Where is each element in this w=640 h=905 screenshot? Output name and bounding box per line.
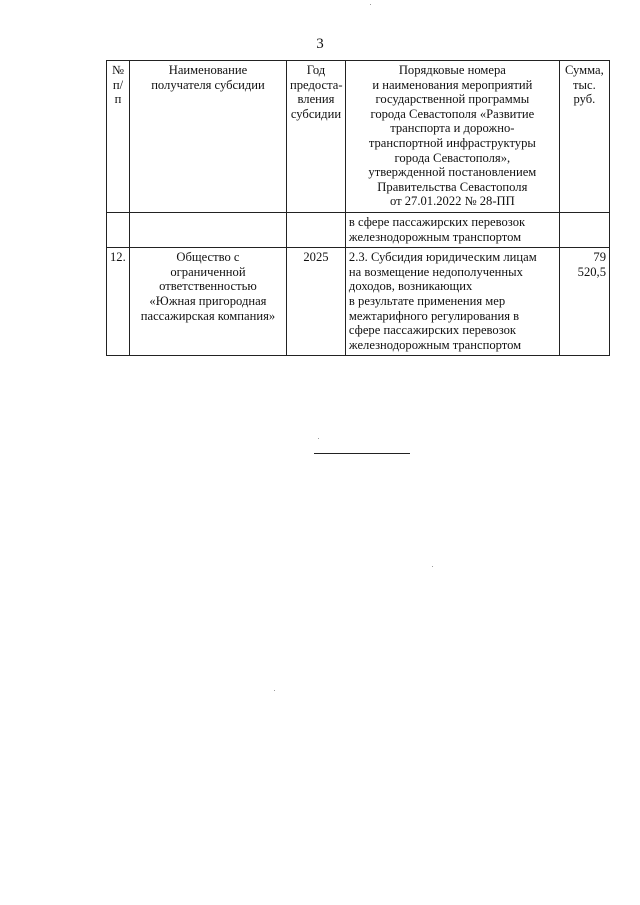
header-number: № п/п: [107, 61, 130, 213]
cell-event: в сфере пассажирских перевозок железнодорожным транспортом: [345, 212, 559, 247]
scan-speck: [318, 438, 319, 439]
table-row: [107, 248, 610, 356]
cell-recipient: [129, 212, 286, 247]
cell-sum: [559, 212, 609, 247]
cell-year: 2025: [287, 248, 346, 356]
header-event: Порядковые номера и наименования мероприятий государственной программы города Севастополя «Развитие транспорта и дорожно- транспортной инфраструктуры города Севастополя», утвержденной постановлением Правительства Севастополя от 27.01.2022 № 28-ПП: [345, 61, 559, 213]
subsidy-table: [106, 60, 610, 356]
cell-event: 2.3. Субсидия юридическим лицам на возмещение недополученных доходов, возникающих в результате применения мер межтарифного регулирования в сфере пассажирских перевозок железнодорожным транспортом: [345, 248, 559, 356]
header-year: Год предоста- вления субсидии: [287, 61, 346, 213]
cell-year: [287, 212, 346, 247]
header-recipient: Наименование получателя субсидии: [129, 61, 286, 213]
end-divider-line: [314, 453, 410, 454]
cell-number: [107, 212, 130, 247]
cell-sum: 79 520,5: [559, 248, 609, 356]
table-header-row: [107, 61, 610, 213]
scan-speck: [274, 690, 275, 691]
scan-speck: [370, 4, 371, 5]
cell-number: 12.: [107, 248, 130, 356]
cell-recipient: Общество с ограниченной ответственностью «Южная пригородная пассажирская компания»: [129, 248, 286, 356]
scan-speck: [432, 566, 433, 567]
header-sum: Сумма, тыс. руб.: [559, 61, 609, 213]
continuation-row: [107, 212, 610, 247]
page-number: 3: [316, 36, 324, 52]
